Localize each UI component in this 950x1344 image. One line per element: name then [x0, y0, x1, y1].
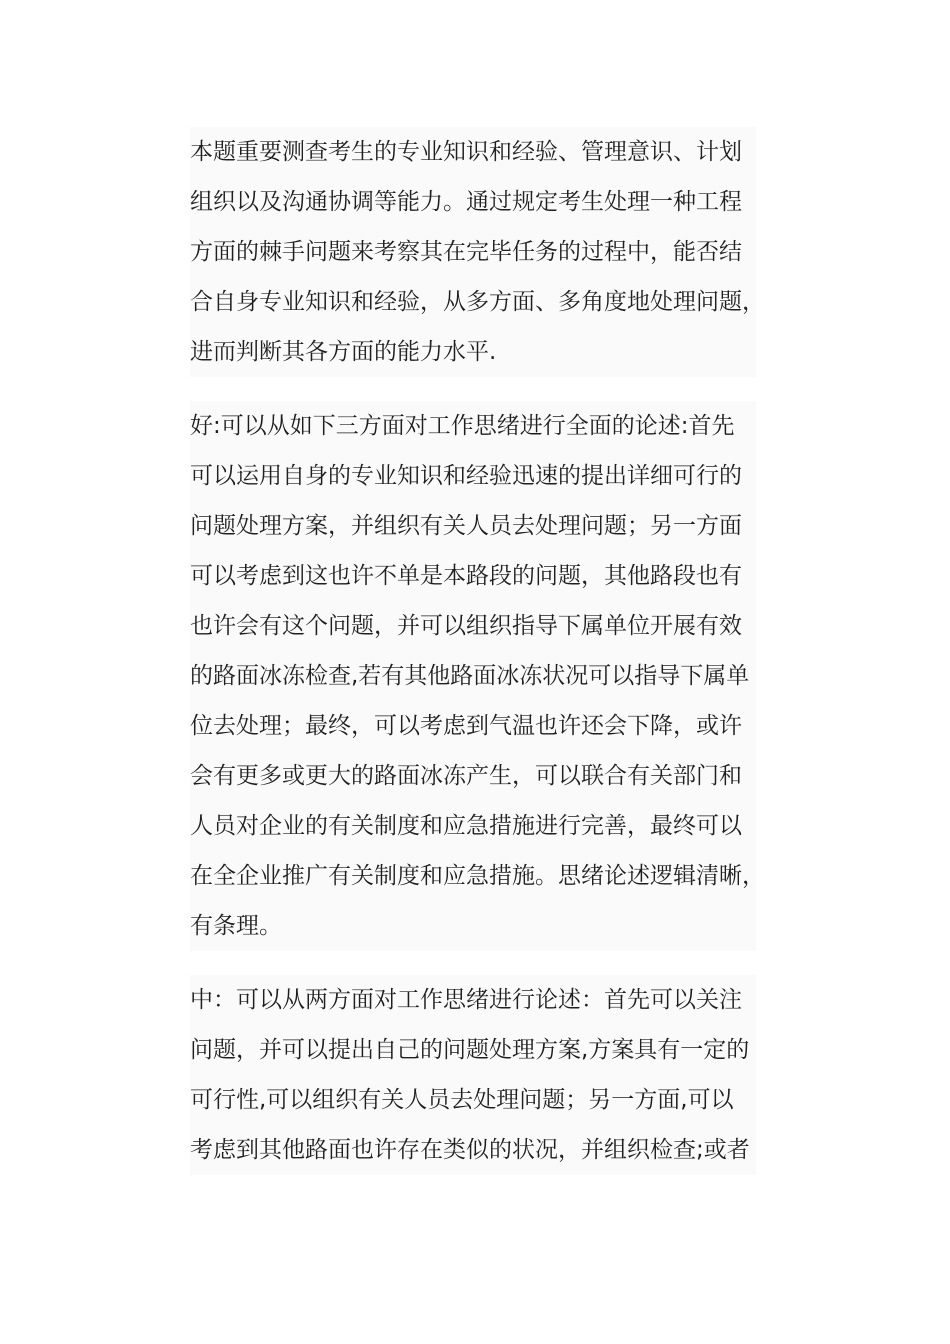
paragraph-2	[190, 401, 765, 951]
text-line: 方面的棘手问题来考察其在完毕任务的过程中，能否结	[190, 239, 742, 265]
text-line: 进而判断其各方面的能力水平.	[190, 339, 497, 365]
text-line: 有条理。	[190, 913, 282, 939]
text-line: 也许会有这个问题，并可以组织指导下属单位开展有效	[190, 613, 742, 639]
document-body	[190, 127, 765, 1175]
text-line: 组织以及沟通协调等能力。通过规定考生处理一种工程	[190, 189, 742, 215]
text-line: 可行性,可以组织有关人员去处理问题；另一方面,可以	[190, 1087, 734, 1113]
text-line: 问题处理方案，并组织有关人员去处理问题；另一方面	[190, 513, 742, 539]
text-line: 人员对企业的有关制度和应急措施进行完善，最终可以	[190, 813, 742, 839]
text-line: 可以考虑到这也许不单是本路段的问题，其他路段也有	[190, 563, 742, 589]
text-line: 位去处理；最终，可以考虑到气温也许还会下降，或许	[190, 713, 742, 739]
text-line: 好:可以从如下三方面对工作思绪进行全面的论述:首先	[190, 413, 735, 439]
paragraph-gap	[190, 377, 756, 401]
text-line: 会有更多或更大的路面冰冻产生，可以联合有关部门和	[190, 763, 742, 789]
text-line: 本题重要测查考生的专业知识和经验、管理意识、计划	[190, 139, 742, 165]
text-line: 问题，并可以提出自己的问题处理方案,方案具有一定的	[190, 1037, 750, 1063]
text-line: 合自身专业知识和经验，从多方面、多角度地处理问题，	[190, 289, 765, 315]
paragraph-3	[190, 975, 756, 1175]
text-line: 的路面冰冻检查,若有其他路面冰冻状况可以指导下属单	[190, 663, 750, 689]
paragraph-gap	[190, 951, 756, 975]
text-line: 中：可以从两方面对工作思绪进行论述：首先可以关注	[190, 987, 742, 1013]
paragraph-1	[190, 127, 765, 377]
text-line: 考虑到其他路面也许存在类似的状况，并组织检查;或者	[190, 1137, 750, 1163]
text-line: 在全企业推广有关制度和应急措施。思绪论述逻辑清晰，	[190, 863, 765, 889]
text-line: 可以运用自身的专业知识和经验迅速的提出详细可行的	[190, 463, 742, 489]
